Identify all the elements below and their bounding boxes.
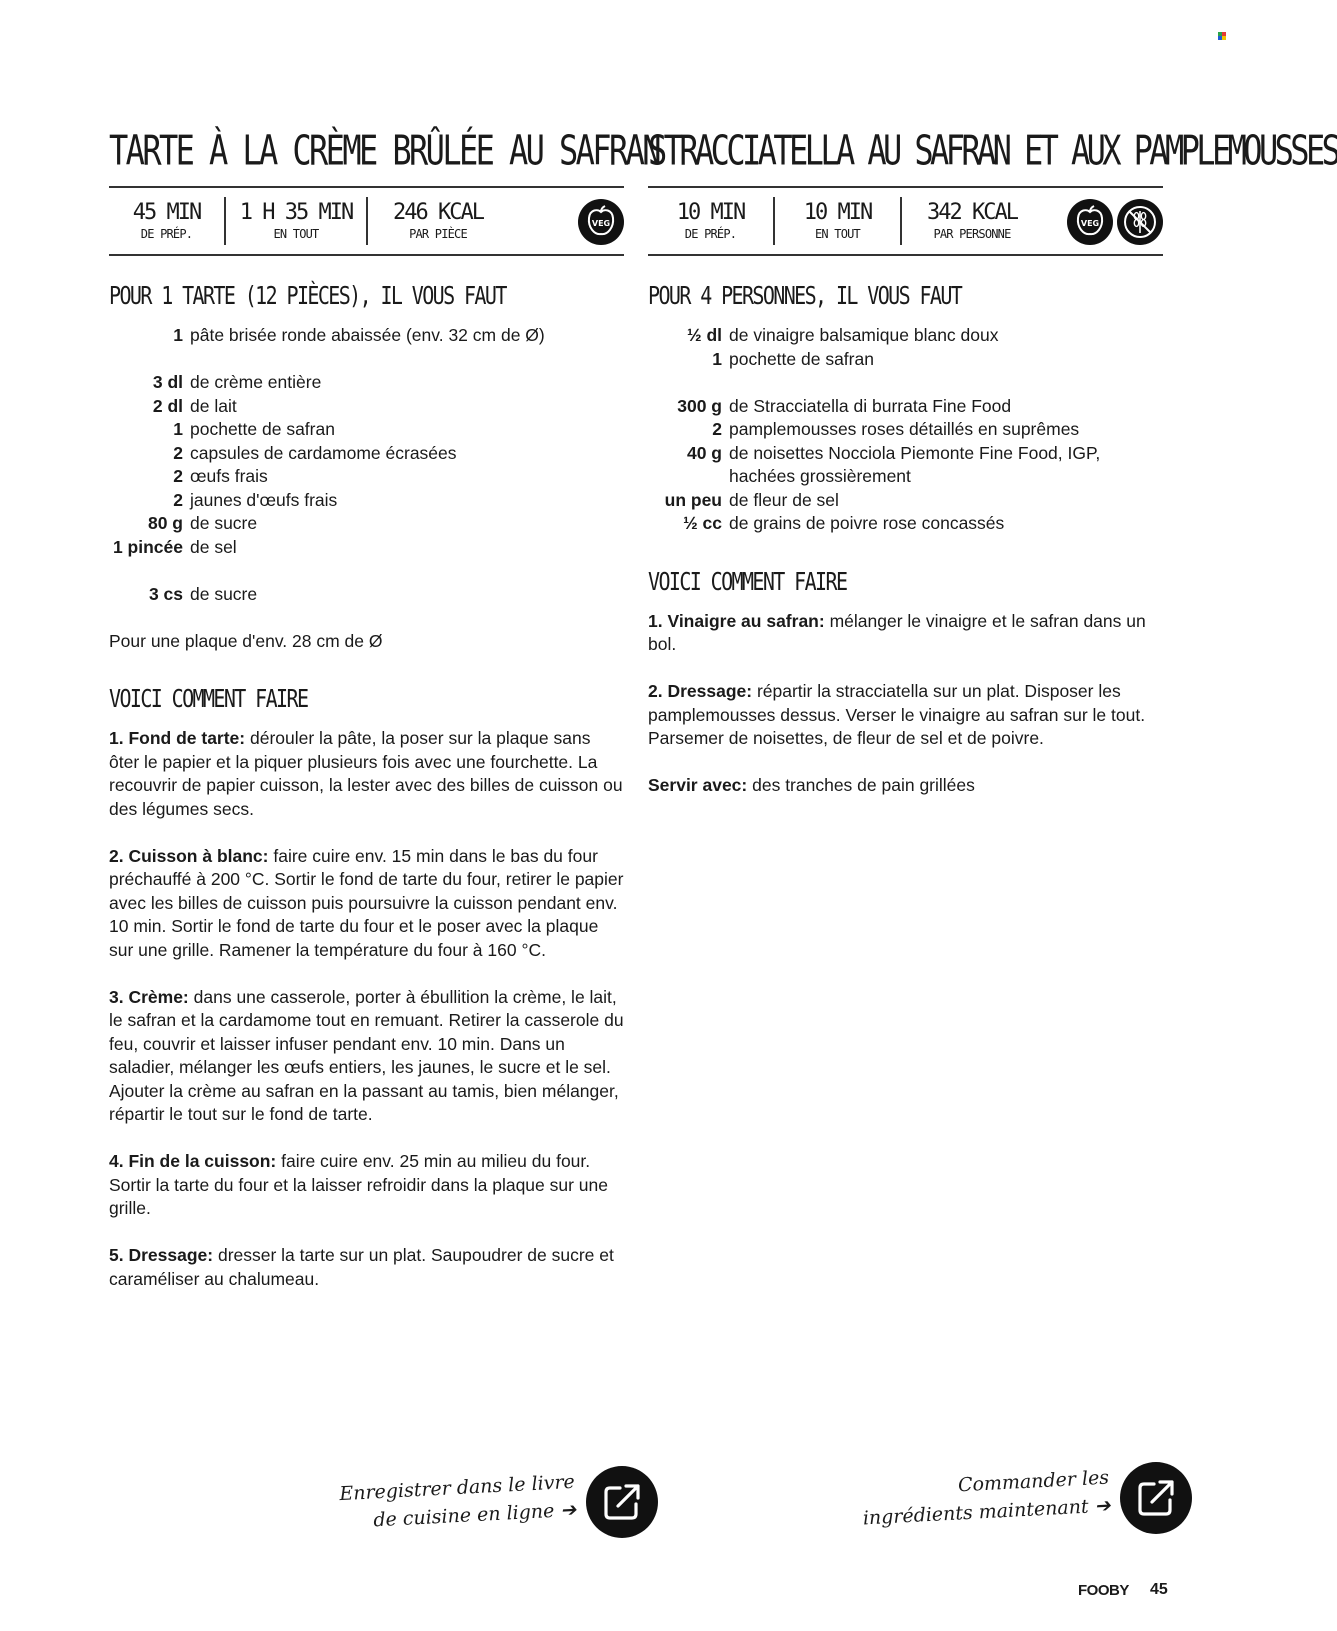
ingredient-row: ½ dl de vinaigre balsamique blanc doux bbox=[686, 325, 999, 345]
diet-badges bbox=[1067, 199, 1163, 245]
ingredient-row: 1 pâte brisée ronde abaissée (env. 32 cm de Ø) bbox=[173, 325, 545, 345]
steps-heading: VOICI COMMENT FAIRE bbox=[109, 683, 308, 713]
ingredient-row: 2 dl de lait bbox=[152, 395, 237, 416]
step-paragraph: 1. Fond de tarte: dérouler la pâte, la poser sur la plaque sans ôter le papier et la piquer plusieurs fois avec une fourchette. La recouvrir de papier cuisson, la lester avec des billes de cuisson ou des légumes secs. bbox=[109, 728, 623, 819]
order-ingredients-link[interactable] bbox=[862, 1462, 1192, 1534]
recipe-title: STRACCIATELLA AU SAFRAN ET AUX PAMPLEMOUSSES bbox=[648, 126, 1337, 175]
ingredient-row: 2 œufs frais bbox=[173, 466, 268, 486]
ingredient-row: 2 jaunes d'œufs frais bbox=[173, 489, 338, 510]
order-ingredients-label: Commander les ingrédients maintenant ➔ bbox=[862, 1466, 1112, 1530]
steps-list bbox=[109, 727, 624, 1291]
stat-total: 10 MIN EN TOUT bbox=[803, 200, 872, 241]
ingredient-row: 2 capsules de cardamome écrasées bbox=[173, 442, 457, 463]
stat-prep: 45 MIN DE PRÉP. bbox=[132, 200, 201, 241]
external-link-icon[interactable] bbox=[586, 1466, 658, 1538]
diet-badges bbox=[578, 199, 624, 245]
ingredient-row: 40 g de noisettes Nocciola Piemonte Fine Food, IGP, hachées grossièrement bbox=[686, 442, 1101, 486]
page-number: 45 bbox=[1150, 1581, 1168, 1598]
step-paragraph: 2. Dressage: répartir la stracciatella sur un plat. Disposer les pamplemousses dessus. Verser le vinaigre au safran sur le tout. Parsemer de noisettes, de fleur de sel et de poivre. bbox=[648, 681, 1146, 748]
step-paragraph: Servir avec: des tranches de pain grillées bbox=[648, 775, 975, 795]
ingredient-row: 1 pincée de sel bbox=[112, 536, 237, 557]
external-link-icon[interactable] bbox=[1120, 1462, 1192, 1534]
plate-note: Pour une plaque d'env. 28 cm de Ø bbox=[109, 630, 383, 651]
steps-list bbox=[648, 610, 1163, 798]
ingredient-row: 300 g de Stracciatella di burrata Fine Food bbox=[677, 395, 1012, 416]
veg-apple-icon bbox=[1067, 199, 1113, 245]
stat-prep: 10 MIN DE PRÉP. bbox=[676, 200, 745, 241]
step-paragraph: 1. Vinaigre au safran: mélanger le vinaigre et le safran dans un bol. bbox=[648, 610, 1146, 654]
recipe-stracciatella bbox=[648, 118, 1337, 821]
ingredient-row: un peu de fleur de sel bbox=[664, 489, 839, 510]
veg-apple-icon bbox=[578, 199, 624, 245]
recipe-meta-bar bbox=[109, 186, 624, 256]
steps-heading: VOICI COMMENT FAIRE bbox=[648, 565, 847, 596]
save-cookbook-link[interactable] bbox=[340, 1466, 658, 1538]
ingredient-row: 80 g de sucre bbox=[147, 513, 258, 533]
ingredient-row: 1 pochette de safran bbox=[173, 419, 335, 439]
svg-text:VEG: VEG bbox=[591, 219, 611, 228]
recipe-tarte bbox=[109, 118, 659, 1315]
ingredients-list bbox=[648, 324, 1163, 536]
stat-kcal: 342 KCAL PAR PERSONNE bbox=[927, 200, 1017, 241]
recipe-meta-bar bbox=[648, 186, 1163, 256]
save-cookbook-label: Enregistrer dans le livre de cuisine en ligne ➔ bbox=[338, 1470, 577, 1532]
step-paragraph: 3. Crème: dans une casserole, porter à ébullition la crème, le lait, le safran et la cardamome tout en remuant. Retirer la casserole du feu, couvrir et laisser infuser pendant env. 10 min. Dans un saladier, mélanger les œufs entiers, les jaunes, le sucre et le sel. Ajouter la crème au safran en la passant au tamis, bien mélanger, répartir le tout sur le fond de tarte. bbox=[109, 986, 624, 1124]
stat-total: 1 H 35 MIN EN TOUT bbox=[239, 200, 353, 241]
brand-logo: FOOBY bbox=[1078, 1582, 1129, 1599]
ingredients-heading: POUR 4 PERSONNES, IL VOUS FAUT bbox=[648, 280, 962, 310]
step-paragraph: 5. Dressage: dresser la tarte sur un plat. Saupoudrer de sucre et caraméliser au chalumeau. bbox=[109, 1245, 614, 1289]
ingredient-row: 3 dl de crème entière bbox=[152, 372, 322, 392]
svg-text:VEG: VEG bbox=[1080, 219, 1100, 228]
gluten-free-icon bbox=[1117, 199, 1163, 245]
step-paragraph: 4. Fin de la cuisson: faire cuire env. 25 min au milieu du four. Sortir la tarte du four et la laisser refroidir dans la plaque sur une grille. bbox=[109, 1151, 609, 1218]
ingredient-row: 3 cs de sucre bbox=[148, 583, 258, 604]
ingredient-row: 2 pamplemousses roses détaillés en suprêmes bbox=[712, 419, 1080, 439]
color-registration-mark bbox=[1218, 32, 1226, 40]
ingredient-row: ½ cc de grains de poivre rose concassés bbox=[683, 513, 1005, 533]
step-paragraph: 2. Cuisson à blanc: faire cuire env. 15 min dans le bas du four préchauffé à 200 °C. Sortir le fond de tarte du four, retirer le papier avec les billes de cuisson puis poursuivre la cuisson pendant env. 10 min. Sortir le fond de tarte du four et le poser avec la plaque sur une grille. Ramener la température du four à 160 °C. bbox=[109, 845, 624, 960]
recipe-title: TARTE À LA CRÈME BRÛLÉE AU SAFRAN bbox=[109, 126, 659, 175]
ingredient-row: 1 pochette de safran bbox=[712, 348, 874, 369]
stat-kcal: 246 KCAL PAR PIÈCE bbox=[393, 200, 483, 241]
ingredients-list bbox=[109, 324, 624, 653]
ingredients-heading: POUR 1 TARTE (12 PIÈCES), IL VOUS FAUT bbox=[109, 280, 506, 310]
